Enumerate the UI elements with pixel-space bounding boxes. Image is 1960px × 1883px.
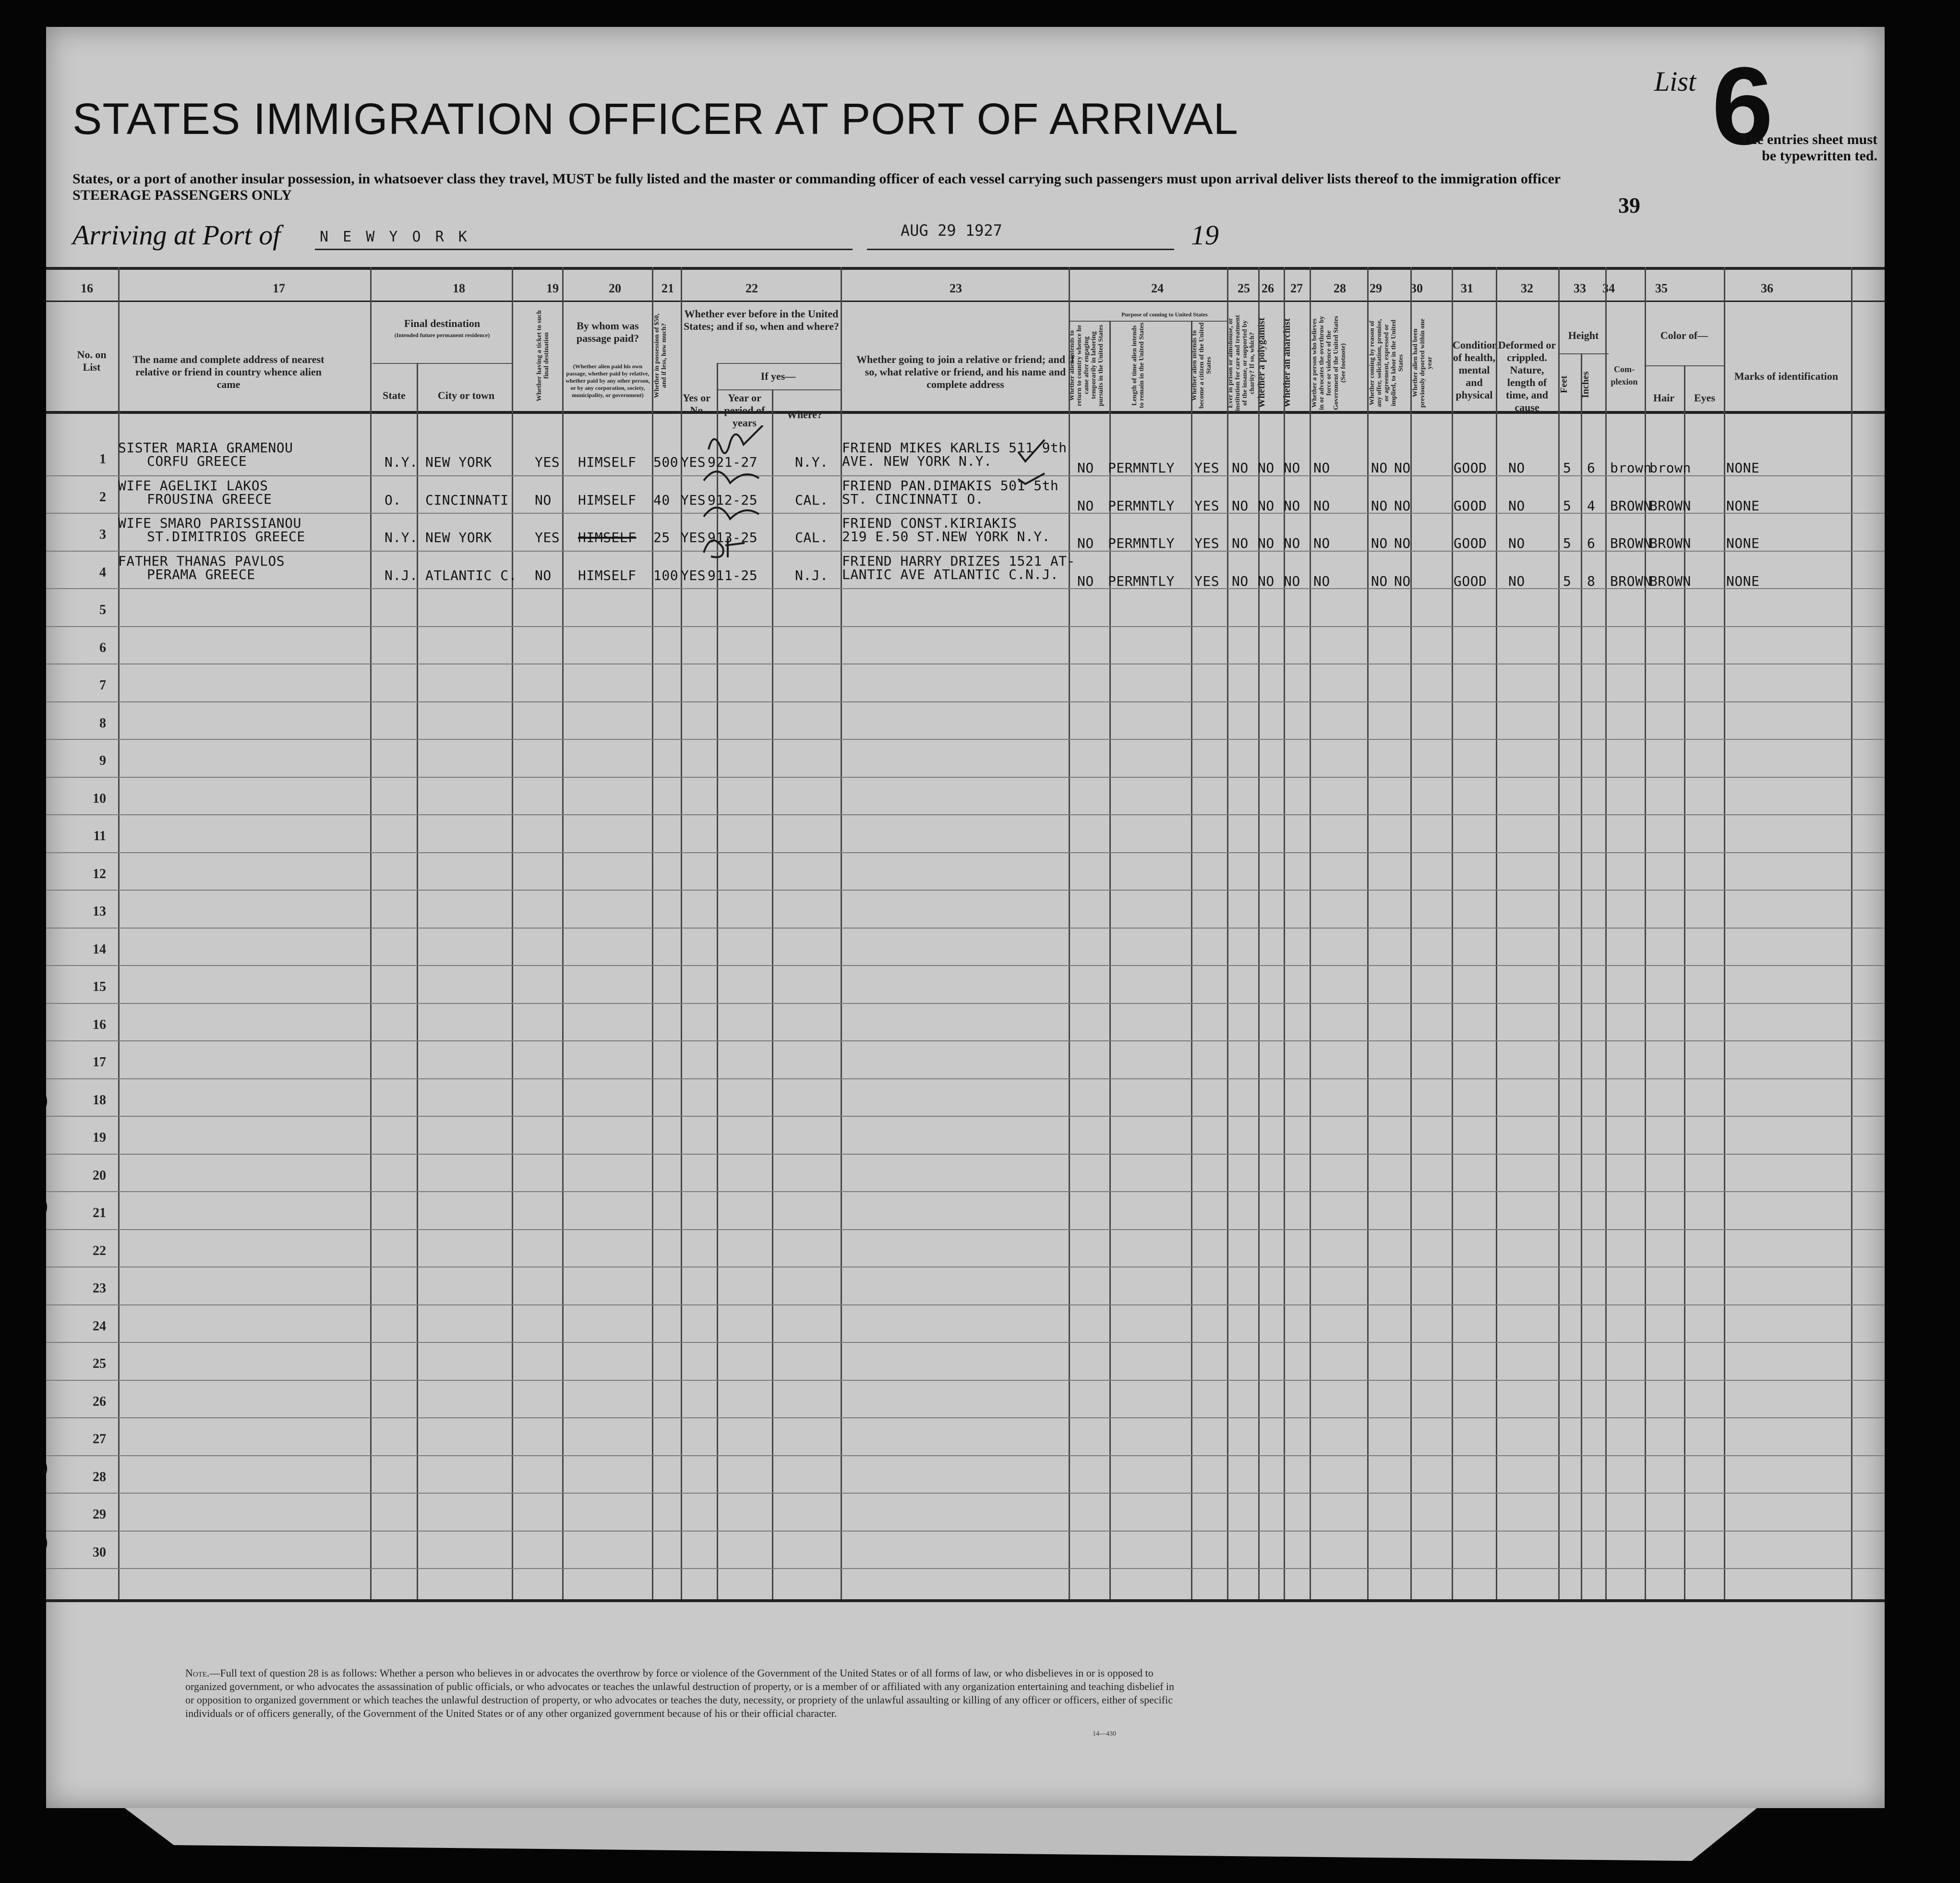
bottom-rule: [46, 1599, 1885, 1602]
col-num-18: 18: [453, 281, 465, 295]
sheet-number: 39: [1618, 193, 1640, 217]
cell-relative-1: FATHER THANAS PAVLOS: [118, 553, 285, 569]
cell-q28: NO: [1313, 535, 1330, 551]
cell-anarchist: NO: [1284, 535, 1300, 551]
cell-ticket: YES: [535, 530, 560, 545]
col-num-27: 27: [1290, 281, 1303, 295]
header-deformed: Deformed or crippled. Nature, length of time, and cause: [1498, 339, 1556, 413]
cell-ticket: YES: [535, 454, 560, 470]
cell-q29: NO: [1371, 573, 1388, 589]
col-num-26: 26: [1262, 281, 1274, 295]
col-rule-33: [1605, 267, 1607, 1599]
cell-complexion: BROWN: [1610, 573, 1652, 589]
row-number: 11: [93, 829, 106, 844]
check-mark-2: [1018, 473, 1045, 484]
before-subrule: [718, 363, 841, 364]
header-before-in-us: Whether ever before in the United States; and if so, when and where?: [683, 308, 840, 332]
cell-before: YES: [681, 567, 706, 583]
form-title: STATES IMMIGRATION OFFICER AT PORT OF ARRIVAL: [72, 95, 1239, 144]
cell-deformed: NO: [1508, 497, 1525, 514]
cell-where: N.J.: [795, 567, 829, 583]
header-yes-or-no: Yes or No: [682, 392, 711, 416]
cell-inches: 6: [1587, 535, 1596, 551]
row-rule: [46, 1342, 1885, 1343]
row-rule: [46, 1078, 1885, 1079]
cell-q28: NO: [1313, 497, 1330, 514]
col-rule-33a: [1581, 353, 1582, 1599]
row-rule: [46, 1116, 1885, 1117]
typewritten-note: [1618, 132, 1877, 164]
cell-years: 911-25: [708, 567, 758, 583]
cell-citizen: YES: [1194, 535, 1220, 551]
punch-hole-1: [36, 1092, 47, 1110]
col-num-23: 23: [950, 281, 962, 295]
cell-state: O.: [385, 492, 401, 508]
cell-relative-1: SISTER MARIA GRAMENOU: [118, 440, 293, 456]
header-anarchist: Whether an anarchist: [1282, 318, 1292, 408]
cell-where: CAL.: [795, 492, 829, 508]
row-rule: [46, 1229, 1885, 1230]
row-rule: [46, 1531, 1885, 1532]
row-number: 19: [93, 1130, 106, 1145]
header-passage-paid: By whom was passage paid?: [576, 320, 639, 344]
col-num-30: 30: [1410, 281, 1423, 295]
row-number: 23: [93, 1281, 106, 1296]
cell-join-1: FRIEND CONST.KIRIAKIS: [842, 515, 1017, 531]
col-rule-32: [1558, 267, 1560, 1599]
col-num-28: 28: [1334, 281, 1346, 295]
col-num-16: 16: [81, 281, 93, 295]
punch-hole-3: [36, 1460, 47, 1478]
cell-years: 913-25: [708, 530, 758, 545]
cell-inches: 6: [1587, 460, 1596, 476]
list-number: 6: [1712, 44, 1773, 168]
cell-marks: NONE: [1726, 460, 1760, 476]
cell-before: YES: [681, 530, 706, 545]
ifyes-subrule: [718, 389, 841, 390]
row-rule: [46, 1154, 1885, 1155]
cell-money: 40: [653, 492, 670, 508]
header-polygamist: Whether a polygamist: [1256, 317, 1267, 409]
row-number: 1: [99, 452, 106, 467]
punch-hole-2: [36, 1198, 47, 1216]
cell-hair: BROWN: [1649, 535, 1691, 551]
row-rule: [46, 701, 1885, 702]
header-eyes: Eyes: [1694, 392, 1715, 404]
manifest-sheet: [46, 27, 1885, 1808]
cell-prison: NO: [1232, 573, 1249, 589]
footnote-label: Note.: [185, 1667, 210, 1679]
row-rule: [46, 965, 1885, 966]
list-label: List: [1654, 66, 1696, 97]
row-number: 24: [93, 1318, 106, 1334]
cell-hair: BROWN: [1649, 497, 1691, 514]
row-rule: [46, 1304, 1885, 1305]
handwritten-mark-1: [709, 425, 763, 453]
row-rule: [46, 739, 1885, 740]
cell-health: GOOD: [1454, 535, 1487, 551]
cell-marks: NONE: [1726, 535, 1760, 551]
cell-join-1: FRIEND PAN.DIMAKIS 501 5th: [842, 477, 1059, 494]
cell-feet: 5: [1563, 573, 1572, 589]
cell-marks: NONE: [1726, 497, 1760, 514]
header-passage-paid-note: (Whether alien paid his own passage, whether paid by relative, whether paid by any other person, or by any corporation, society, municipality, or government): [565, 363, 650, 398]
col-num-19: 19: [546, 281, 559, 295]
form-subtitle: States, or a port of another insular possession, in whatsoever class they travel, MUST be fully listed and the master or commanding officer of each vessel carrying such passengers must upon arrival deliver lists thereof to the immigration officer: [72, 171, 1561, 187]
cell-citizen: YES: [1194, 460, 1220, 476]
row-rule: [46, 1040, 1885, 1041]
cell-q30: NO: [1394, 535, 1411, 551]
cell-paid: HIMSELF: [578, 567, 637, 583]
form-code: 14—430: [1093, 1730, 1116, 1738]
row-number: 15: [93, 979, 106, 994]
col-num-31: 31: [1461, 281, 1473, 295]
cell-q28: NO: [1313, 460, 1330, 476]
colnum-rule: [46, 301, 1885, 302]
col-rule-19: [562, 267, 564, 1599]
col-rule-36: [1851, 267, 1852, 1599]
cell-state: N.J.: [385, 567, 418, 583]
row-number: 2: [99, 489, 106, 505]
cell-city: NEW YORK: [425, 530, 492, 545]
cell-before: YES: [681, 454, 706, 470]
cell-length: PERMNTLY: [1108, 460, 1175, 476]
row-number: 20: [93, 1168, 106, 1183]
cell-join-1: FRIEND MIKES KARLIS 511 9th: [842, 440, 1067, 456]
col-rule-16: [118, 267, 120, 1599]
cell-citizen: YES: [1194, 573, 1220, 589]
port-label: Arriving at Port of: [72, 219, 281, 251]
port-underline: [315, 249, 853, 250]
col-num-32: 32: [1521, 281, 1533, 295]
cell-health: GOOD: [1454, 497, 1487, 514]
row-number: 7: [99, 678, 106, 693]
cell-health: GOOD: [1454, 460, 1487, 476]
purpose-subrule: [1069, 321, 1227, 322]
row-rule: [46, 1003, 1885, 1004]
typewritten-note-line-2: be typewritten ted.: [1762, 148, 1877, 164]
cell-join-2: 219 E.50 ST.NEW YORK N.Y.: [842, 529, 1050, 544]
cell-state: N.Y.: [385, 530, 418, 545]
header-purpose-citizen: Whether alien intends to become a citizen of the United States: [1191, 322, 1213, 409]
row-number: 12: [93, 866, 106, 881]
year-prefix: 19: [1191, 219, 1219, 251]
row-rule: [46, 852, 1885, 853]
header-inches: Inches: [1580, 371, 1591, 398]
header-marks: Marks of identification: [1734, 370, 1839, 382]
row-rule: [46, 928, 1885, 929]
cell-city: NEW YORK: [425, 454, 492, 470]
row-number: 6: [99, 640, 106, 655]
handwritten-annotations: [699, 425, 1093, 665]
col-num-35: 35: [1655, 281, 1668, 295]
cell-where: N.Y.: [795, 454, 829, 470]
header-q30: Whether alien had been previously deported within one year: [1412, 318, 1433, 408]
row-number: 30: [93, 1545, 106, 1560]
cell-relative-2: ST.DIMITRIOS GREECE: [147, 529, 305, 544]
row-number: 10: [93, 791, 106, 806]
cell-relative-1: WIFE SMARO PARISSIANOU: [118, 515, 301, 531]
cell-return: NO: [1077, 497, 1094, 514]
header-complexion: Com- plexion: [1611, 364, 1638, 386]
port-value: N E W Y O R K: [320, 229, 470, 245]
handwritten-mark-4: [704, 538, 745, 557]
row-number: 18: [93, 1092, 106, 1108]
header-q29: Whether coming by reason of any offer, solicitation, promise, or agreement, expressed or implied, to labor in the United States: [1369, 319, 1405, 407]
cell-relative-2: FROUSINA GREECE: [147, 491, 272, 507]
cell-anarchist: NO: [1284, 573, 1300, 589]
steerage-label: STEERAGE PASSENGERS ONLY: [72, 187, 292, 203]
header-state: State: [383, 389, 406, 401]
header-purpose-return: Whether alien intends to return to country whence he came after engaging temporarily in laboring pursuits in the United States: [1069, 325, 1105, 406]
row-number: 28: [93, 1469, 106, 1485]
header-hair: Hair: [1653, 392, 1674, 404]
cell-hair: BROWN: [1649, 573, 1691, 589]
cell-paid: HIMSELF: [578, 454, 637, 470]
cell-city: ATLANTIC C.: [425, 567, 517, 583]
cell-q30: NO: [1394, 460, 1411, 476]
cell-paid: HIMSELF: [578, 492, 637, 508]
date-value: AUG 29 1927: [901, 221, 1002, 240]
col-num-25: 25: [1238, 281, 1250, 295]
punch-hole-4: [36, 1534, 47, 1552]
row-number: 25: [93, 1356, 106, 1371]
row-number: 9: [99, 753, 106, 768]
header-q28: Whether a person who believes in or advocates the overthrow by force or violence of the Government of the United States (See footnote): [1311, 316, 1347, 410]
handwritten-mark-3: [704, 507, 759, 519]
col-rule-31: [1496, 267, 1497, 1599]
col-rule-18a: [417, 363, 418, 1599]
col-num-29: 29: [1370, 281, 1382, 295]
cell-length: PERMNTLY: [1108, 497, 1175, 514]
row-rule: [46, 1417, 1885, 1418]
cell-feet: 5: [1563, 460, 1572, 476]
col-rule-18: [512, 267, 513, 1599]
cell-deformed: NO: [1508, 535, 1525, 551]
cell-paid: HIMSELF: [578, 530, 637, 545]
row-number: 14: [93, 942, 106, 957]
row-number: 27: [93, 1432, 106, 1447]
col-num-34: 34: [1602, 281, 1615, 295]
row-rule: [46, 814, 1885, 815]
header-rule: [46, 411, 1885, 414]
cell-prison: NO: [1232, 535, 1249, 551]
cell-return: NO: [1077, 535, 1094, 551]
typewritten-note-line-1: The entries sheet must: [1739, 132, 1877, 147]
cell-complexion: BROWN: [1610, 535, 1652, 551]
cell-prison: NO: [1232, 460, 1249, 476]
header-city: City or town: [437, 389, 495, 401]
cell-hair: brown: [1649, 460, 1691, 476]
cell-join-2: ST. CINCINNATI O.: [842, 491, 984, 507]
header-height: Height: [1568, 329, 1599, 341]
row-number: 29: [93, 1507, 106, 1522]
row-number: 16: [93, 1017, 106, 1032]
cell-return: NO: [1077, 573, 1094, 589]
header-ticket: Whether having a ticket to such final destination: [536, 310, 550, 401]
col-num-22: 22: [746, 281, 758, 295]
header-purpose: Purpose of coming to United States: [1121, 311, 1208, 318]
row-number: 17: [93, 1055, 106, 1070]
footnote-text: —Full text of question 28 is as follows: Whether a person who believes in or advocates the overthrow by force or violence of the Government of the United States or of all forms of law, or who disbelieves in or is opposed to organized government, or who advocates the assassination of public officials, or who advocates or teaches the unlawful destruction of property, or is a member of or affiliated with any organization entertaining and teaching disbelief in or opposition to organized government or which teaches the unlawful destruction of property, or who advocates or teaches the duty, necessity, or propriety of the unlawful assaulting or killing of any officer or officers, either of specific individuals or of officers generally, of the Government of the United States or of any other organized government because of his or their official character.: [185, 1667, 1175, 1719]
row-number: 13: [93, 904, 106, 919]
row-rule: [46, 1568, 1885, 1569]
row-rule: [46, 1493, 1885, 1494]
cell-q29: NO: [1371, 497, 1388, 514]
cell-complexion: BROWN: [1610, 497, 1652, 514]
col-rule-28: [1367, 267, 1369, 1599]
cell-money: 500: [653, 454, 679, 470]
cell-anarchist: NO: [1284, 497, 1300, 514]
row-rule: [46, 777, 1885, 778]
col-num-36: 36: [1761, 281, 1773, 295]
header-health: Condition of health, mental and physical: [1453, 339, 1498, 401]
cell-join-2: AVE. NEW YORK N.Y.: [842, 453, 992, 469]
header-feet: Feet: [1559, 375, 1569, 394]
cell-polygamist: NO: [1258, 535, 1275, 551]
header-joining: Whether going to join a relative or friend; and if so, what relative or friend, and his name and complete address: [856, 353, 1075, 390]
cell-polygamist: NO: [1258, 497, 1275, 514]
height-subrule: [1558, 353, 1609, 354]
cell-deformed: NO: [1508, 460, 1525, 476]
row-number: 3: [99, 527, 106, 542]
cell-join-1: FRIEND HARRY DRIZES 1521 AT-: [842, 553, 1076, 569]
row-rule: [46, 1191, 1885, 1192]
header-if-yes: If yes—: [760, 370, 796, 382]
cell-length: PERMNTLY: [1108, 573, 1175, 589]
col-rule-24: [1227, 267, 1228, 1599]
footnote: [185, 1666, 1184, 1720]
cell-prison: NO: [1232, 497, 1249, 514]
row-number: 26: [93, 1394, 106, 1409]
cell-citizen: YES: [1194, 497, 1220, 514]
cell-deformed: NO: [1508, 573, 1525, 589]
header-where: Where?: [786, 409, 823, 421]
col-num-20: 20: [609, 281, 621, 295]
cell-inches: 4: [1587, 497, 1596, 514]
cell-relative-1: WIFE AGELIKI LAKOS: [118, 477, 268, 494]
row-rule: [46, 1455, 1885, 1456]
cell-join-2: LANTIC AVE ATLANTIC C.N.J.: [842, 566, 1059, 582]
cell-money: 25: [653, 530, 670, 545]
cell-ticket: NO: [535, 492, 552, 508]
cell-marks: NONE: [1726, 573, 1760, 589]
cell-years: 912-25: [708, 492, 758, 508]
header-year-or-period: Year or period of years: [724, 392, 765, 429]
col-rule-35: [1724, 267, 1725, 1599]
cell-feet: 5: [1563, 535, 1572, 551]
header-final-destination: Final destination: [404, 317, 481, 329]
cell-relative-2: CORFU GREECE: [147, 453, 247, 469]
col-rule-30: [1452, 267, 1453, 1599]
col-num-17: 17: [273, 281, 285, 295]
col-rule-27: [1310, 267, 1311, 1599]
cell-polygamist: NO: [1258, 573, 1275, 589]
col-num-33: 33: [1574, 281, 1586, 295]
cell-relative-2: PERAMA GREECE: [147, 566, 255, 582]
cell-q29: NO: [1371, 460, 1388, 476]
cell-length: PERMNTLY: [1108, 535, 1175, 551]
header-final-destination-note: (Intended future permanent residence): [394, 332, 490, 338]
cell-health: GOOD: [1454, 573, 1487, 589]
cell-complexion: brown: [1610, 460, 1652, 476]
cell-anarchist: NO: [1284, 460, 1300, 476]
header-money: Whether in possession of $50, and if less, how much?: [653, 314, 668, 398]
header-no-on-list: No. on List: [77, 349, 107, 373]
header-nearest-relative: The name and complete address of nearest relative or friend in country whence alien came: [132, 353, 325, 390]
header-purpose-length: Length of time alien intends to remain in the United States: [1131, 322, 1145, 409]
cell-years: 921-27: [708, 454, 758, 470]
row-number: 22: [93, 1243, 106, 1258]
cell-money: 100: [653, 567, 679, 583]
cell-q30: NO: [1394, 497, 1411, 514]
cell-state: N.Y.: [385, 454, 418, 470]
row-number: 8: [99, 715, 106, 731]
header-color-of: Color of—: [1660, 329, 1708, 341]
check-mark-1: [1018, 440, 1045, 461]
cell-city: CINCINNATI: [425, 492, 509, 508]
row-number: 5: [99, 603, 106, 617]
cell-feet: 5: [1563, 497, 1572, 514]
top-rule: [46, 267, 1885, 270]
col-rule-17: [370, 267, 372, 1599]
row-number: 4: [99, 565, 106, 580]
cell-where: CAL.: [795, 530, 829, 545]
cell-q30: NO: [1394, 573, 1411, 589]
date-underline: [867, 249, 1174, 250]
cell-ticket: NO: [535, 567, 552, 583]
header-prison: Ever in prison or almshouse, or institution for care and treatment of the insane, or supported by charity? If so, which?: [1227, 315, 1256, 411]
row-rule: [46, 1380, 1885, 1381]
page-fold: [125, 1808, 1757, 1861]
row-number: 21: [93, 1206, 106, 1220]
col-num-21: 21: [661, 281, 674, 295]
destination-subrule: [373, 363, 512, 364]
cell-q29: NO: [1371, 535, 1388, 551]
cell-polygamist: NO: [1258, 460, 1275, 476]
cell-before: YES: [681, 492, 706, 508]
row-rule: [46, 890, 1885, 891]
handwritten-mark-2: [704, 471, 759, 483]
cell-inches: 8: [1587, 573, 1596, 589]
cell-q28: NO: [1313, 573, 1330, 589]
cell-return: NO: [1077, 460, 1094, 476]
col-num-24: 24: [1151, 281, 1164, 295]
